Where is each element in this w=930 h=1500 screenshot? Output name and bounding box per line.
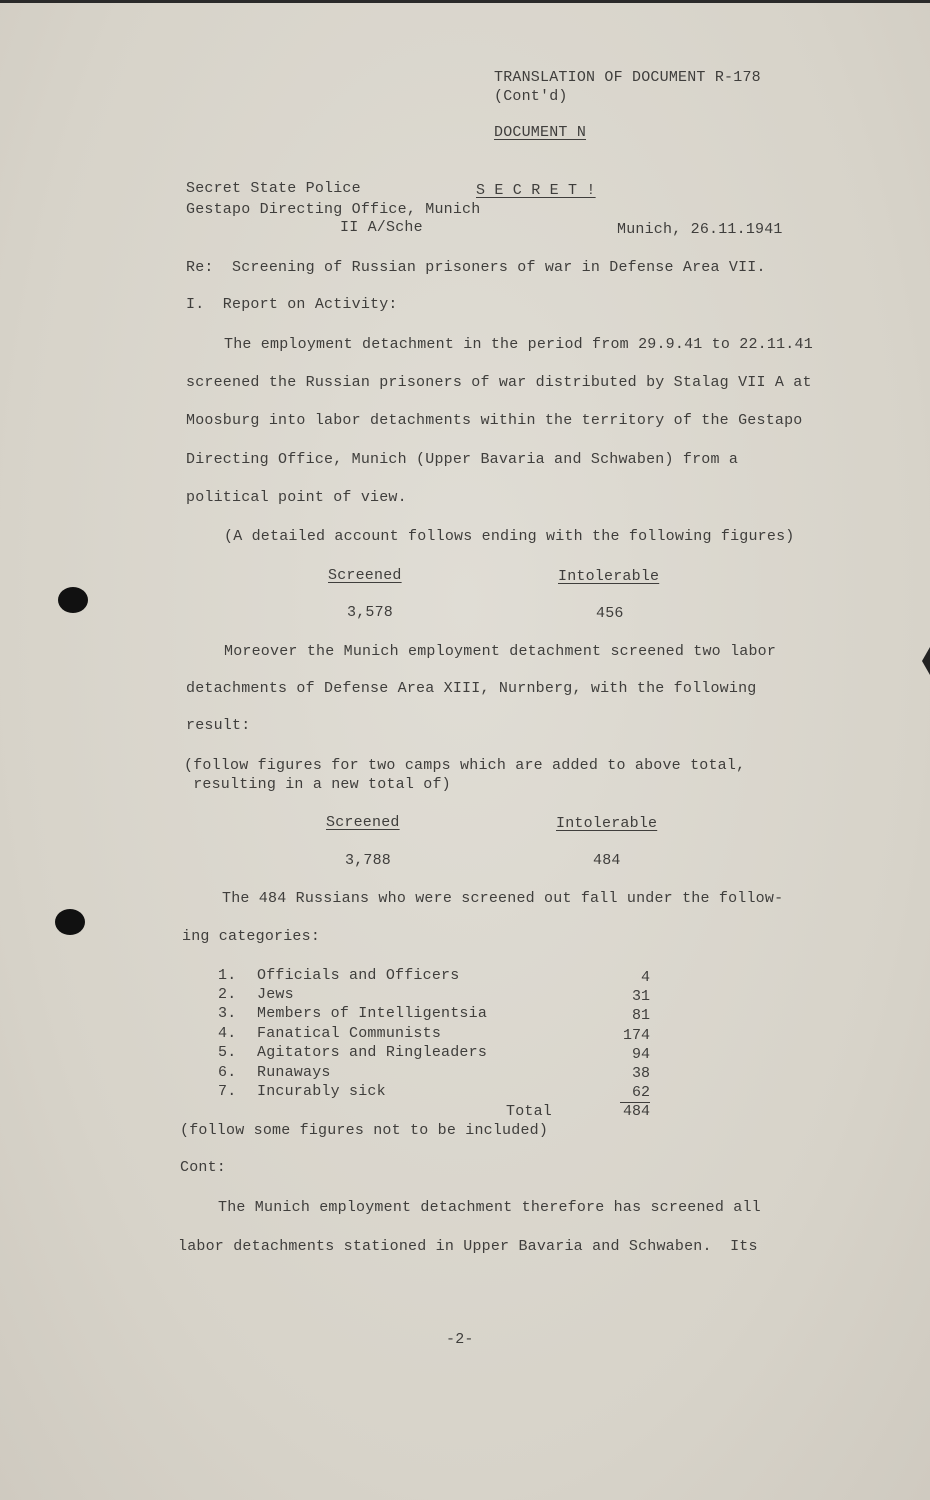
document-page	[0, 3, 930, 1500]
page-number: -2-	[446, 1331, 474, 1348]
note-line: resulting in a new total of)	[184, 776, 451, 793]
category-count: 94	[631, 1046, 650, 1063]
category-count: 31	[631, 988, 650, 1005]
category-label: Incurably sick	[257, 1083, 386, 1100]
paragraph-line: Directing Office, Munich (Upper Bavaria and Schwaben) from a	[186, 451, 739, 468]
category-number: 7.	[218, 1083, 237, 1100]
category-number: 1.	[218, 967, 237, 984]
punch-hole-top	[58, 587, 88, 613]
org-office: Gestapo Directing Office, Munich	[186, 201, 481, 218]
note-line: (A detailed account follows ending with the following figures)	[224, 528, 795, 545]
screened-header: Screened	[328, 567, 402, 584]
note-line: (follow figures for two camps which are added to above total,	[184, 757, 746, 774]
paragraph-line: screened the Russian prisoners of war distributed by Stalag VII A at	[186, 374, 812, 391]
document-label: DOCUMENT N	[494, 124, 587, 141]
category-count: 4	[640, 969, 650, 986]
continued-label: (Cont'd)	[494, 88, 568, 105]
binding-clip-mark	[922, 647, 930, 675]
paragraph-line: The Munich employment detachment therefore has screened all	[218, 1199, 761, 1216]
category-label: Fanatical Communists	[257, 1025, 442, 1042]
intolerable-header: Intolerable	[556, 815, 658, 832]
category-label: Members of Intelligentsia	[257, 1005, 488, 1022]
translation-title: TRANSLATION OF DOCUMENT R-178	[494, 69, 761, 86]
screened-header: Screened	[326, 814, 400, 831]
intolerable-value: 456	[596, 605, 624, 622]
category-number: 3.	[218, 1005, 237, 1022]
category-number: 5.	[218, 1044, 237, 1061]
paragraph-line: result:	[186, 717, 251, 734]
reference-code: II A/Sche	[340, 219, 423, 236]
category-label: Officials and Officers	[257, 967, 460, 984]
paragraph-line: detachments of Defense Area XIII, Nurnberg, with the following	[186, 680, 757, 697]
paragraph-line: Moreover the Munich employment detachment screened two labor	[224, 643, 777, 660]
paragraph-line: ing categories:	[182, 928, 321, 945]
note-line: (follow some figures not to be included)	[180, 1122, 549, 1139]
category-number: 6.	[218, 1064, 237, 1081]
classification-stamp: S E C R E T !	[476, 182, 596, 199]
continued-marker: Cont:	[180, 1159, 227, 1176]
category-number: 2.	[218, 986, 237, 1003]
category-label: Agitators and Ringleaders	[257, 1044, 488, 1061]
category-count: 62	[631, 1084, 650, 1101]
punch-hole-bottom	[55, 909, 85, 935]
total-label: Total	[506, 1103, 553, 1120]
total-value: 484	[622, 1103, 650, 1120]
document-date: Munich, 26.11.1941	[617, 221, 783, 238]
org-name: Secret State Police	[186, 180, 361, 197]
category-number: 4.	[218, 1025, 237, 1042]
paragraph-line: Moosburg into labor detachments within the territory of the Gestapo	[186, 412, 803, 429]
category-count: 38	[631, 1065, 650, 1082]
subject-line: Re: Screening of Russian prisoners of war in Defense Area VII.	[186, 259, 766, 276]
paragraph-line: The employment detachment in the period from 29.9.41 to 22.11.41	[224, 336, 813, 353]
screened-value: 3,578	[347, 604, 394, 621]
intolerable-header: Intolerable	[558, 568, 660, 585]
paragraph-line: labor detachments stationed in Upper Bavaria and Schwaben. Its	[178, 1238, 758, 1255]
paragraph-line: political point of view.	[186, 489, 407, 506]
category-label: Runaways	[257, 1064, 331, 1081]
category-label: Jews	[257, 986, 294, 1003]
category-count: 174	[622, 1027, 650, 1044]
paragraph-line: The 484 Russians who were screened out fall under the follow-	[222, 890, 784, 907]
intolerable-value: 484	[593, 852, 621, 869]
section-heading: I. Report on Activity:	[186, 296, 398, 313]
screened-value: 3,788	[345, 852, 392, 869]
category-count: 81	[631, 1007, 650, 1024]
